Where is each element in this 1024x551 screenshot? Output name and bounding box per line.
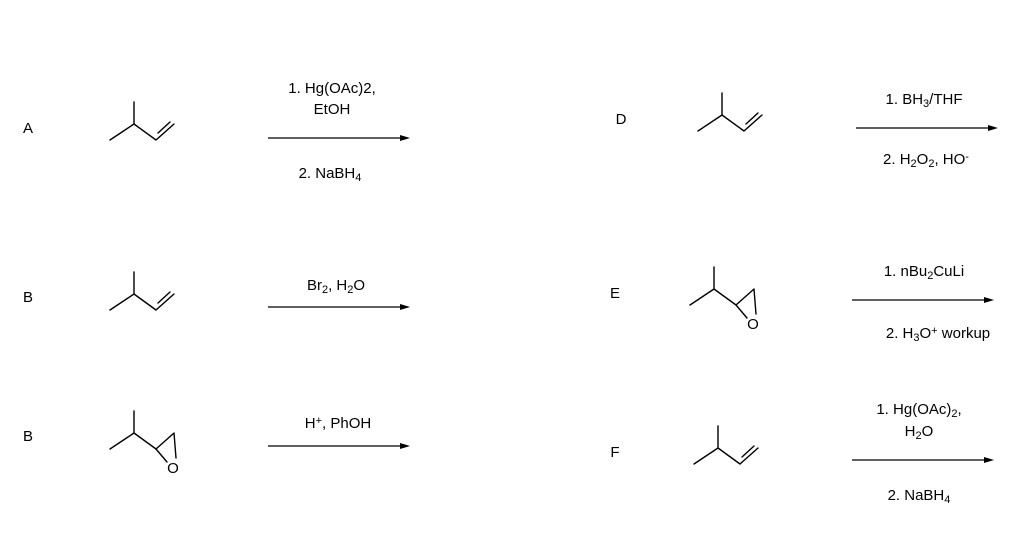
condition-segment: CuLi bbox=[933, 263, 965, 280]
reaction-arrow-head bbox=[984, 297, 994, 303]
epoxide-ring-bonds bbox=[134, 433, 176, 458]
reaction-condition bbox=[299, 165, 362, 184]
double-bond-line bbox=[158, 292, 170, 303]
reaction-arrow-head bbox=[400, 135, 410, 141]
condition-segment: + bbox=[315, 414, 323, 427]
condition-segment: 3 bbox=[923, 98, 930, 111]
condition-segment: 2. NaBH bbox=[887, 487, 945, 504]
condition-segment: 2. H bbox=[885, 325, 914, 342]
carbon-chain bbox=[134, 124, 174, 140]
reaction-1 bbox=[23, 80, 410, 184]
condition-segment: 4 bbox=[944, 494, 951, 507]
condition-segment: O bbox=[916, 151, 929, 168]
epoxide-structure bbox=[110, 411, 179, 477]
reaction-label: D bbox=[615, 111, 627, 128]
reaction-condition bbox=[886, 325, 990, 344]
condition-segment: 1. Hg(OAc)2, bbox=[288, 80, 376, 97]
condition-segment: H bbox=[904, 423, 916, 440]
carbon-chain bbox=[110, 272, 134, 310]
reaction-label: A bbox=[22, 120, 34, 137]
reaction-condition bbox=[886, 91, 963, 110]
condition-segment: 1. nBu bbox=[883, 263, 928, 280]
condition-segment: 1. Hg(OAc) bbox=[876, 401, 952, 418]
reaction-condition bbox=[905, 423, 934, 442]
alkene-structure bbox=[110, 272, 174, 310]
reaction-condition bbox=[884, 263, 964, 282]
reaction-6 bbox=[610, 401, 994, 506]
condition-segment: 2 bbox=[928, 158, 935, 171]
condition-segment: 2. H bbox=[883, 151, 911, 168]
reaction-arrow-head bbox=[400, 304, 410, 310]
condition-segment: H bbox=[304, 415, 316, 432]
reaction-condition bbox=[876, 401, 961, 420]
reaction-3 bbox=[23, 411, 410, 477]
carbon-chain bbox=[694, 426, 718, 464]
condition-segment: workup bbox=[937, 325, 991, 342]
condition-segment: /THF bbox=[929, 91, 963, 108]
reaction-condition bbox=[314, 101, 351, 118]
condition-segment: - bbox=[965, 150, 969, 163]
carbon-chain bbox=[134, 294, 174, 310]
epoxide-structure bbox=[690, 267, 759, 333]
reaction-arrow-head bbox=[988, 125, 998, 131]
condition-segment: , PhOH bbox=[322, 415, 372, 432]
reaction-arrow-head bbox=[984, 457, 994, 463]
double-bond-line bbox=[746, 113, 758, 124]
reaction-label: B bbox=[22, 289, 34, 306]
oxygen-atom-label: O bbox=[747, 316, 759, 333]
oxygen-atom-label: O bbox=[167, 460, 179, 477]
epoxide-ring-bond bbox=[156, 449, 167, 462]
reaction-condition bbox=[307, 277, 365, 296]
condition-segment: 2. NaBH bbox=[298, 165, 356, 182]
reaction-condition bbox=[888, 487, 951, 506]
condition-segment: , HO bbox=[934, 151, 966, 168]
double-bond-line bbox=[742, 446, 754, 457]
condition-segment: 2 bbox=[321, 284, 329, 297]
epoxide-ring-bond bbox=[736, 305, 747, 318]
reaction-label: B bbox=[22, 428, 34, 445]
condition-segment: Br bbox=[306, 277, 322, 294]
condition-segment: , H bbox=[328, 277, 348, 294]
carbon-chain bbox=[110, 411, 134, 449]
carbon-chain bbox=[690, 267, 714, 305]
condition-segment: 2 bbox=[347, 284, 354, 297]
reaction-label: E bbox=[609, 285, 621, 302]
carbon-chain bbox=[110, 102, 134, 140]
condition-segment: 2 bbox=[927, 270, 934, 283]
alkene-structure bbox=[694, 426, 758, 464]
condition-segment: 3 bbox=[913, 332, 920, 345]
condition-segment: O bbox=[921, 423, 934, 440]
carbon-chain bbox=[698, 93, 722, 131]
condition-segment: + bbox=[931, 324, 938, 337]
reaction-condition bbox=[305, 415, 371, 432]
condition-segment: O bbox=[919, 325, 932, 342]
epoxide-ring-bonds bbox=[714, 289, 756, 314]
condition-segment: O bbox=[353, 277, 366, 294]
carbon-chain bbox=[722, 115, 762, 131]
condition-segment: EtOH bbox=[313, 101, 351, 118]
alkene-structure bbox=[110, 102, 174, 140]
condition-segment: 2 bbox=[915, 430, 922, 443]
reaction-condition bbox=[883, 151, 969, 170]
condition-segment: 4 bbox=[355, 172, 362, 185]
reaction-label: F bbox=[610, 444, 620, 461]
reaction-4 bbox=[616, 91, 998, 170]
condition-segment: 1. BH bbox=[885, 91, 924, 108]
alkene-structure bbox=[698, 93, 762, 131]
reaction-5 bbox=[610, 263, 994, 344]
reaction-arrow-head bbox=[400, 443, 410, 449]
condition-segment: 2 bbox=[951, 408, 958, 421]
condition-segment: , bbox=[957, 401, 962, 418]
condition-segment: 2 bbox=[910, 158, 917, 171]
reaction-2 bbox=[23, 272, 410, 310]
carbon-chain bbox=[718, 448, 758, 464]
double-bond-line bbox=[158, 122, 170, 133]
reaction-condition bbox=[288, 80, 376, 97]
